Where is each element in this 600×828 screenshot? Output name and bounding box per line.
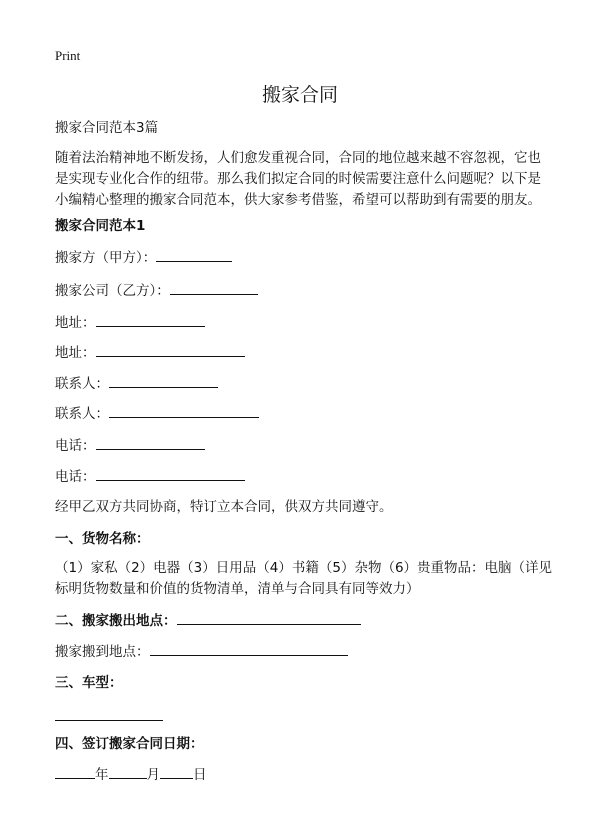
field-phone: 电话： <box>55 466 245 489</box>
month-blank[interactable] <box>109 764 147 779</box>
goods-line: （1）家私（2）电器（3）日用品（4）书籍（5）杂物（6）贵重物品：电脑（详见 <box>55 560 553 576</box>
field-phone: 电话： <box>55 435 205 458</box>
blank-line[interactable] <box>55 706 163 721</box>
field-party-b: 搬家公司（乙方）： <box>55 280 258 303</box>
field-address: 地址： <box>55 342 245 365</box>
heading-goods: 一、货物名称： <box>55 531 150 547</box>
blank-line[interactable] <box>170 280 258 295</box>
blank-line[interactable] <box>96 312 205 327</box>
field-destination: 搬家搬到地点： <box>55 641 348 664</box>
field-contact: 联系人： <box>55 403 259 426</box>
intro-line: 小编精心整理的搬家合同范本，供大家参考借鉴，希望可以帮助到有需要的朋友。 <box>55 192 541 208</box>
day-blank[interactable] <box>160 764 193 779</box>
document-title: 搬家合同 <box>261 84 338 106</box>
subtitle: 搬家合同范本3篇 <box>55 120 159 136</box>
blank-line[interactable] <box>96 466 245 481</box>
field-contact: 联系人： <box>55 373 218 396</box>
heading-date: 四、签订搬家合同日期： <box>55 736 204 752</box>
section-heading: 搬家合同范本1 <box>55 218 146 234</box>
field-address: 地址： <box>55 312 205 335</box>
blank-line[interactable] <box>150 641 348 656</box>
blank-line[interactable] <box>96 435 205 450</box>
intro-line: 随着法治精神地不断发扬，人们愈发重视合同，合同的地位越来越不容忽视，它也 <box>55 150 541 166</box>
year-blank[interactable] <box>55 764 95 779</box>
blank-line[interactable] <box>177 610 361 625</box>
print-link[interactable]: Print <box>55 48 81 63</box>
agreement-text: 经甲乙双方共同协商，特订立本合同，供双方共同遵守。 <box>55 499 393 515</box>
heading-vehicle: 三、车型： <box>55 675 123 691</box>
blank-line[interactable] <box>109 403 259 418</box>
heading-origin: 二、搬家搬出地点： <box>55 610 361 633</box>
field-party-a: 搬家方（甲方）： <box>55 247 232 270</box>
blank-line[interactable] <box>96 342 245 357</box>
goods-line: 标明货物数量和价值的货物清单，清单与合同具有同等效力） <box>55 581 420 597</box>
intro-line: 是实现专业化合作的纽带。那么我们拟定合同的时候需要注意什么问题呢？以下是 <box>55 171 541 187</box>
blank-line[interactable] <box>109 373 218 388</box>
blank-line[interactable] <box>156 247 232 262</box>
date-line: 年 月 日 <box>55 764 207 787</box>
